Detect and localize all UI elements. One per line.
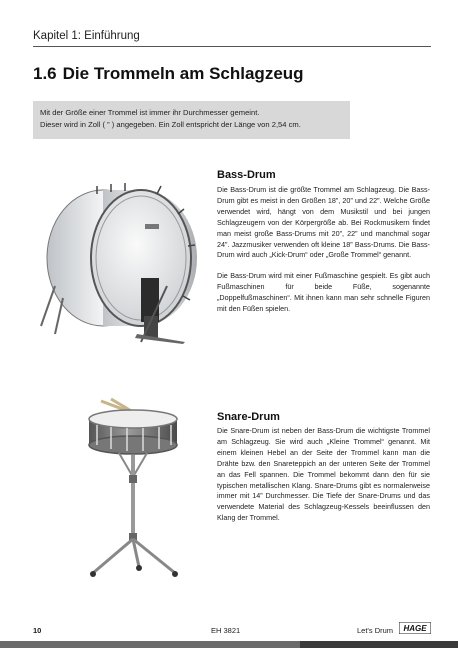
bass-drum-text — [217, 185, 430, 315]
book-title: Let's Drum — [357, 626, 394, 635]
snare-drum-heading: Snare-Drum — [217, 411, 280, 423]
info-line-1: Mit der Größe einer Trommel ist immer ihr Durchmesser gemeint. — [40, 108, 260, 117]
bass-drum-paragraph-1: Die Bass-Drum ist die größte Trommel am Schlagzeug. Die Bass-Drum gibt es meist in den Größen 18”, 20” und 22”. Welche Größe verwendet wird, hängt von dem Musikstil und bei jungen Schlagzeugern von der Körpergröße ab. Bei Rockmusikern findet man meist große Bass-Drums mit 20”, 22” und manchmal sogar 24”. Jazzmusiker verwenden oft kleine 18” Bass-Drums. Die Bass-Drum wird auch „Kick-Drum“ oder „Große Trommel“ genannt. — [217, 185, 430, 260]
snare-drum-image — [83, 397, 183, 579]
bass-drum-paragraph-2: Die Bass-Drum wird mit einer Fußmaschine gespielt. Es gibt auch Fußmaschinen für beide Füße, sogenannte „Doppelfußmaschinen“. Mit ihnen kann man sehr schnelle Figuren mit den Füßen spielen. — [217, 271, 430, 314]
svg-text:HAGE: HAGE — [403, 624, 427, 633]
chapter-divider — [33, 46, 431, 47]
section-title-text: Die Trommeln am Schlagzeug — [62, 64, 304, 83]
info-line-2: Dieser wird in Zoll ( ” ) angegeben. Ein Zoll entspricht der Länge von 2,54 cm. — [40, 120, 301, 129]
section-number: 1.6 — [33, 64, 57, 83]
page-number: 10 — [33, 626, 42, 635]
section-title — [33, 64, 304, 84]
snare-drum-paragraph-1: Die Snare-Drum ist neben der Bass-Drum die wichtigste Trommel am Schlagzeug. Sie wird auch „Kleine Trommel“ genannt. Mit einem kleinen Hebel an der Seite der Trommel kann man die Drähte bzw. den Snareteppich an der unteren Seite der Trommel an das Fell spannen. Die Trommel bekommt dann den für sie typischen metallischen Klang. Snare-Drums gibt es normalerweise immer mit 14” Durchmesser. Die Tiefe der Snare-Drums und das verwendete Material des Schlagzeug-Kessels beeinflussen den Klang der Trommel. — [217, 426, 430, 523]
footer-bar-accent — [300, 641, 458, 648]
bass-drum-image — [33, 166, 211, 344]
chapter-title: Kapitel 1: Einführung — [33, 30, 140, 42]
bass-drum-heading: Bass-Drum — [217, 169, 276, 181]
snare-drum-text — [217, 426, 430, 524]
hage-logo — [399, 622, 431, 634]
edition-code: EH 3821 — [211, 626, 241, 635]
info-box — [33, 101, 350, 139]
